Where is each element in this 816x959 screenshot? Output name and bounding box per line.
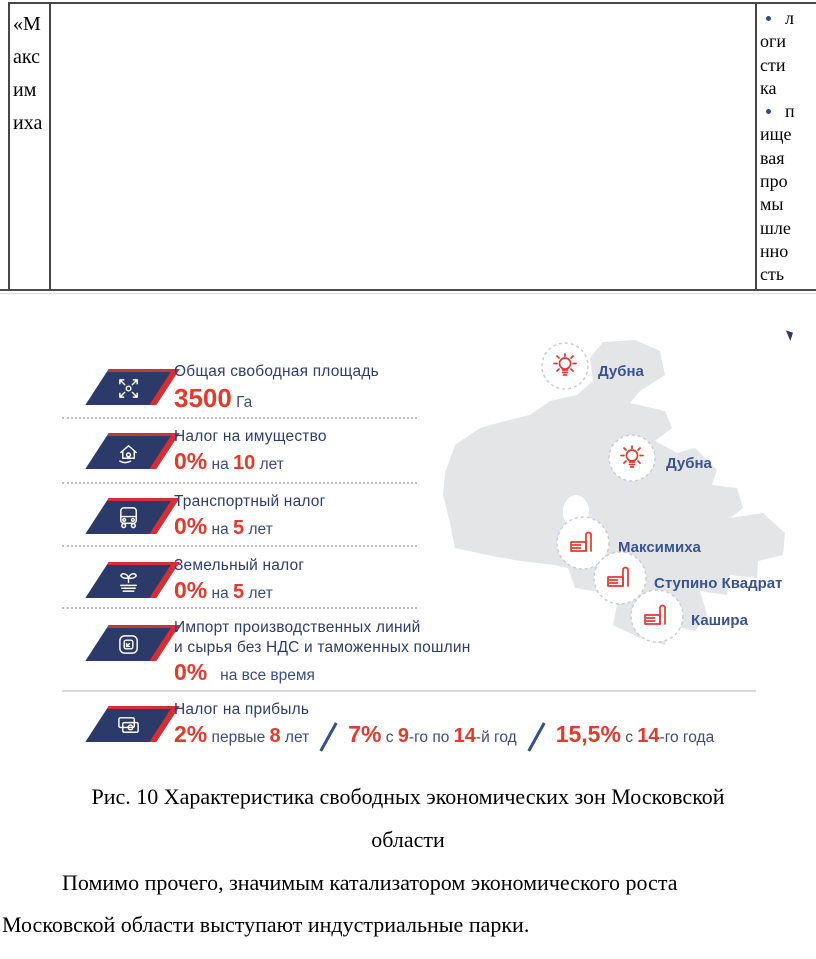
value-segment: Га bbox=[231, 394, 253, 411]
marker-circle bbox=[542, 343, 588, 389]
map-label: Дубна bbox=[598, 363, 644, 380]
map-marker bbox=[631, 590, 683, 642]
tax-badge bbox=[85, 433, 179, 469]
row-separator bbox=[62, 482, 417, 484]
list-item-line bbox=[757, 193, 816, 216]
tax-badge bbox=[85, 369, 179, 405]
list-item-line bbox=[757, 147, 816, 170]
marker-circle bbox=[594, 552, 646, 604]
slash-divider bbox=[320, 722, 338, 751]
value-segment: на bbox=[207, 456, 234, 473]
list-item-text: ка bbox=[760, 77, 777, 98]
tax-row bbox=[174, 700, 714, 753]
tax-row-label: Транспортный налог bbox=[174, 493, 326, 510]
map-marker bbox=[594, 552, 646, 604]
tax-row-value bbox=[174, 448, 327, 475]
list-item-text: сти bbox=[760, 54, 786, 75]
value-segment: -й год bbox=[475, 729, 517, 746]
list-item-line bbox=[757, 263, 816, 286]
table-text-line: «М bbox=[13, 13, 41, 35]
row-separator bbox=[62, 417, 417, 419]
value-segment: с bbox=[620, 729, 638, 746]
table-bottom-border bbox=[0, 289, 816, 291]
tax-row-label: Налог на прибыль bbox=[174, 701, 310, 718]
value-segment: 10 bbox=[233, 452, 256, 474]
map-label: Максимиха bbox=[618, 539, 701, 556]
property-icon bbox=[96, 436, 160, 469]
value-segment: лет bbox=[244, 521, 273, 538]
marker-circle bbox=[631, 590, 683, 642]
tax-row bbox=[174, 362, 379, 414]
value-segment: на все время bbox=[207, 667, 315, 684]
body-paragraph-line2: Московской области выступают индустриальные парки. bbox=[2, 912, 530, 937]
profit-icon bbox=[96, 709, 160, 742]
value-segment: 3500 bbox=[174, 383, 232, 413]
table-cell-maksimikha bbox=[10, 4, 51, 291]
tax-row-label: Земельный налог bbox=[174, 557, 305, 574]
list-item-text: ище bbox=[760, 124, 792, 145]
bullet-icon bbox=[766, 16, 771, 21]
value-segment: 15,5% bbox=[555, 721, 621, 747]
tax-row-label: Общая свободная площадь bbox=[174, 363, 379, 380]
marker-circle bbox=[609, 435, 655, 481]
figure-caption-line2: области bbox=[371, 827, 445, 852]
figure-caption: Рис. 10 Характеристика свободных экономических зон Московской bbox=[91, 784, 725, 809]
value-segment: 5 bbox=[233, 581, 245, 603]
value-segment: на bbox=[207, 521, 234, 538]
tax-badge bbox=[85, 562, 179, 598]
list-item-line bbox=[757, 240, 816, 263]
tax-row bbox=[174, 427, 327, 475]
table-bottom-hairline bbox=[0, 293, 816, 294]
import-icon bbox=[96, 628, 160, 661]
value-segment: 14 bbox=[453, 725, 476, 747]
land-icon bbox=[96, 565, 160, 598]
list-item-text: шле bbox=[760, 217, 791, 238]
value-segment: лет bbox=[280, 729, 310, 746]
body-paragraph-line1: Помимо прочего, значимым катализатором экономического роста bbox=[62, 870, 678, 895]
tax-row-value bbox=[174, 383, 379, 414]
value-segment: лет bbox=[244, 585, 273, 602]
map-label: Дубна bbox=[666, 455, 712, 472]
table-text-line: им bbox=[13, 79, 37, 101]
list-item-line bbox=[757, 54, 816, 77]
list-item-line bbox=[757, 30, 816, 53]
tax-row-label: и сырья без НДС и таможенных пошлин bbox=[174, 639, 471, 656]
table-fragment bbox=[8, 2, 816, 291]
bullet-icon bbox=[766, 109, 771, 114]
transport-icon bbox=[96, 501, 160, 534]
value-segment: 2% bbox=[174, 721, 208, 747]
list-item-text: сть bbox=[760, 264, 785, 285]
list-item-line bbox=[757, 170, 816, 193]
tax-row-value bbox=[174, 577, 304, 604]
map-label: Ступино Квадрат bbox=[654, 575, 783, 592]
list-item-line bbox=[757, 123, 816, 146]
value-segment: с bbox=[381, 729, 398, 746]
value-segment: 0% bbox=[174, 659, 208, 685]
value-segment: 14 bbox=[637, 725, 660, 747]
value-segment: -го по bbox=[408, 729, 454, 746]
tax-badge bbox=[85, 498, 179, 534]
table-text-line: акс bbox=[13, 46, 40, 68]
value-segment: 7% bbox=[348, 721, 382, 747]
list-item-line bbox=[757, 77, 816, 100]
list-item-text: оги bbox=[760, 31, 787, 52]
moscow-region-map bbox=[425, 333, 815, 703]
list-item-text: мы bbox=[760, 194, 784, 215]
value-segment: первые bbox=[207, 729, 270, 746]
table-cell-industries bbox=[755, 4, 816, 291]
list-item-text: нно bbox=[760, 240, 789, 261]
tax-row bbox=[174, 556, 304, 604]
value-segment: на bbox=[207, 585, 234, 602]
value-segment: 8 bbox=[269, 725, 281, 747]
row-separator bbox=[62, 607, 417, 609]
value-segment: -го года bbox=[659, 729, 715, 746]
value-segment: 0% bbox=[174, 448, 208, 474]
area-icon bbox=[96, 372, 160, 405]
tax-row-value bbox=[174, 721, 714, 753]
map-svg bbox=[425, 333, 815, 703]
list-item-line bbox=[757, 217, 816, 240]
tax-badge bbox=[85, 625, 179, 661]
tax-row-label: Налог на имущество bbox=[174, 428, 327, 445]
table-text-line: иха bbox=[13, 112, 43, 134]
list-item-line bbox=[757, 7, 816, 30]
tax-row-label: Импорт производственных линий bbox=[174, 619, 421, 636]
tax-row-value bbox=[174, 513, 325, 540]
slash-divider bbox=[527, 722, 545, 751]
map-marker bbox=[609, 435, 655, 481]
value-segment: 9 bbox=[397, 725, 409, 747]
list-item-text: п bbox=[785, 101, 795, 122]
list-item-line bbox=[757, 100, 816, 123]
value-segment: лет bbox=[255, 456, 284, 473]
list-item-text: л bbox=[785, 8, 794, 28]
row-separator bbox=[62, 545, 417, 547]
value-segment: 0% bbox=[174, 577, 208, 603]
value-segment: 5 bbox=[233, 517, 245, 539]
map-marker bbox=[542, 343, 588, 389]
tax-row bbox=[174, 492, 325, 540]
list-item-text: вая bbox=[760, 147, 785, 168]
list-item-text: про bbox=[760, 171, 788, 192]
value-segment: 0% bbox=[174, 513, 208, 539]
tax-badge bbox=[85, 706, 179, 742]
map-label: Кашира bbox=[691, 612, 748, 629]
